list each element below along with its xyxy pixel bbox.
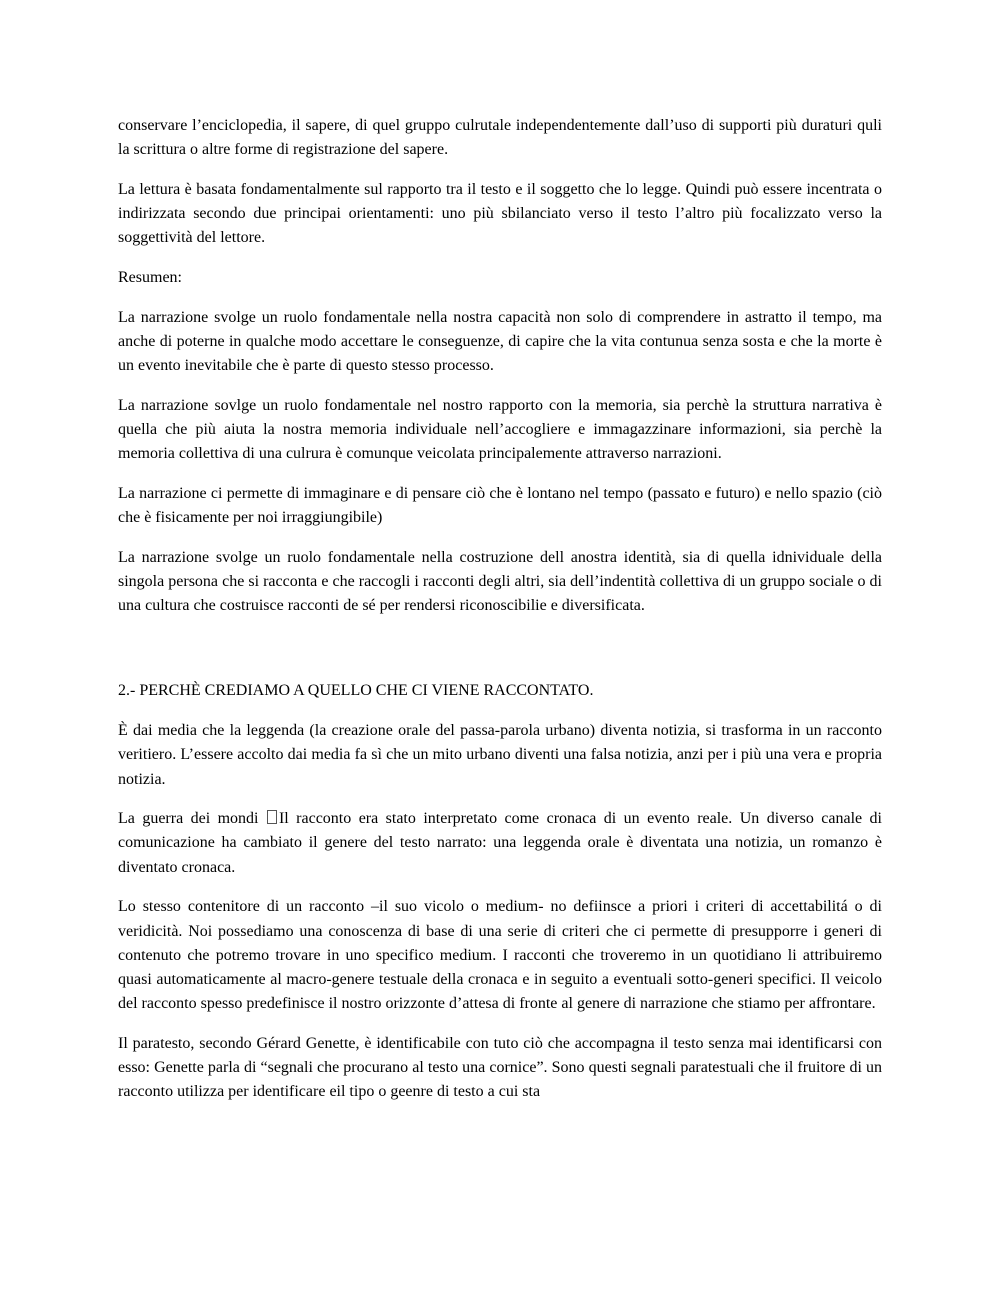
paragraph-guerra-dei-mondi [118,807,882,880]
paragraph-narrazione-memoria: La narrazione sovlge un ruolo fondamentale nel nostro rapporto con la memoria, sia perchè la struttura narrativa è quella che più aiuta la nostra memoria individuale nell’accogliere e immagazzinare informazioni, sia perchè la memoria collettiva di una culrura è comunque veicolata principalemente attraverso narrazioni. [118,396,882,463]
paragraph-enciclopedia: conservare l’enciclopedia, il sapere, di quel gruppo culrutale independentemente dall’uso di supporti più duraturi quli la scrittura o altre forme di registrazione del sapere. [118,117,882,159]
paragraph-paratesto: Il paratesto, secondo Gérard Genette, è identificabile con tuto ciò che accompagna il testo senza mai identificarsi con esso: Genette parla di “segnali che procurano al testo una cornice”. Sono questi segnali paratestuali che il fruitore di un racconto utilizza per identificare eil tipo o geenre di testo a cui sta [118,1034,882,1101]
paragraph-narrazione-spazio: La narrazione ci permette di immaginare e di pensare ciò che è lontano nel tempo (passato e futuro) e nello spazio (ciò che è fisicamente per noi irraggiungibile) [118,484,882,527]
paragraph-media-leggenda: È dai media che la leggenda (la creazione orale del passa-parola urbano) diventa notizia, si trasforma in un racconto veritiero. L’essere accolto dai media fa sì che un mito urbano diventi una falsa notizia, anzi per i più una vera e propria notizia. [118,722,882,788]
missing-glyph-box-icon [267,810,277,824]
paragraph-guerra-start: La guerra dei mondi [118,810,259,828]
document-page [118,114,882,1120]
paragraph-narrazione-identita: La narrazione svolge un ruolo fondamentale nella costruzione dell anostra identità, sia di quella idnividuale della singola persona che si racconta e che raccogli i racconti degli altri, sia dell’indentità collettiva di un gruppo sociale o di una cultura che costruisce racconti de sé per rendersi riconoscibilie e diversificata. [118,548,882,615]
paragraph-lettura: La lettura è basata fondamentalmente sul rapporto tra il testo e il soggetto che lo legge. Quindi può essere incentrata o indirizzata secondo due principai orientamenti: uno più sbilanciato verso il testo l’altro più focalizzato verso la soggettività del lettore. [118,180,882,247]
section-heading: 2.- PERCHÈ CREDIAMO A QUELLO CHE CI VIENE RACCONTATO. [118,682,594,700]
paragraph-narrazione-tempo: La narrazione svolge un ruolo fondamentale nella nostra capacità non solo di comprendere in astratto il tempo, ma anche di poterne in qualche modo accettare le conseguenze, di capire che la vita contunua senza sosta e che la morte è un evento inevitabile che è parte di questo stesso processo. [118,308,882,375]
paragraph-resumen-label: Resumen: [118,269,182,287]
paragraph-guerra-rest: Il racconto era stato interpretato come cronaca di un evento reale. Un diverso canale di comunicazione ha cambiato il genere del testo narrato: una leggenda orale è diventata una notizia, un romanzo è diventato cronaca. [118,810,883,876]
paragraph-contenitore: Lo stesso contenitore di un racconto –il suo vicolo o medium- no defiinsce a priori i criteri di accettabilitá o di veridicità. Noi possediamo una conoscenza di base di una serie di criteri che ci permette di presupporre i generi di contenuto che potremo trovare in uno specifico medium. I racconti che troveremo in un quotidiano li attribuiremo quasi automaticamente al macro-genere testuale della cronaca e in seguito a eventuali sotto-generi specifici. Il veicolo del racconto spesso predefinisce il nostro orizzonte d’attesa di fronte al genere di narrazione che stiamo per affrontare. [118,898,882,1013]
